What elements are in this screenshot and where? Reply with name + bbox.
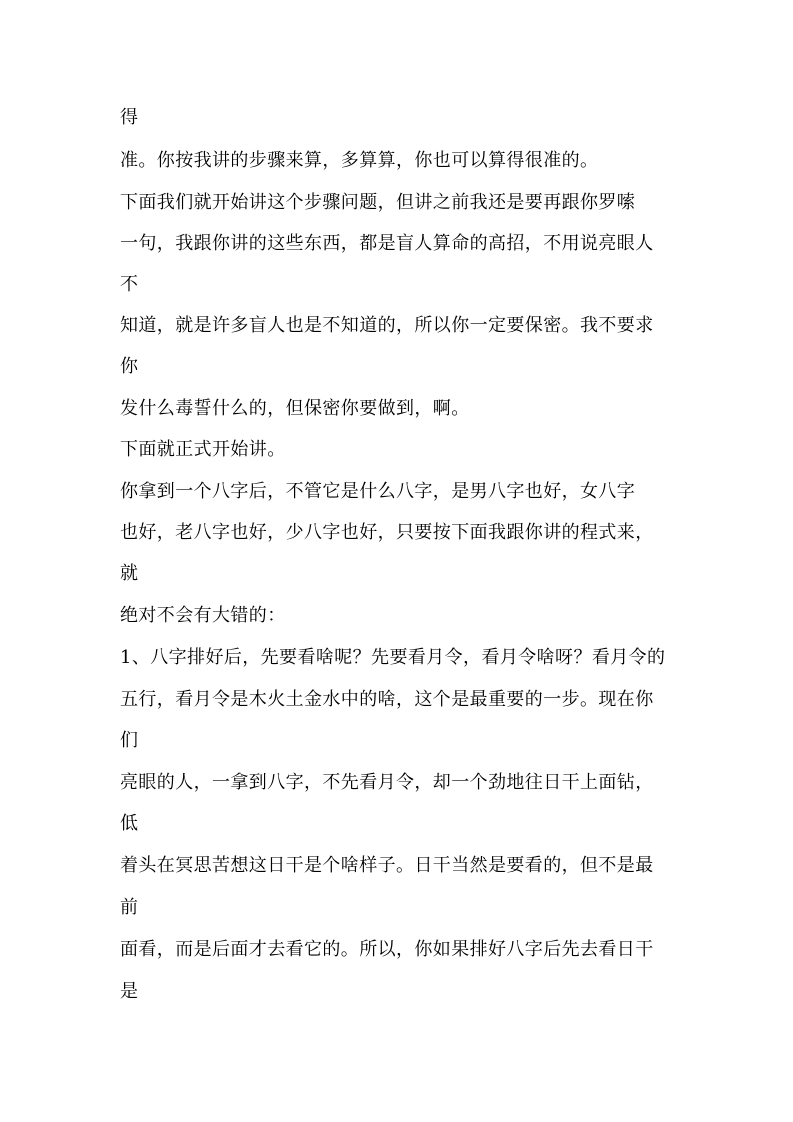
text-line: 你 xyxy=(120,356,139,377)
text-line: 们 xyxy=(120,730,139,751)
text-line: 你拿到一个八字后，不管它是什么八字，是男八字也好，女八字 xyxy=(120,481,636,502)
text-line: 绝对不会有大错的： xyxy=(120,605,286,626)
text-line: 亮眼的人，一拿到八字，不先看月令，却一个劲地往日干上面钻， xyxy=(120,772,654,793)
text-line: 也好，老八字也好，少八字也好，只要按下面我跟你讲的程式来， xyxy=(120,522,654,543)
text-line: 是 xyxy=(120,981,139,1002)
text-line: 1、八字排好后，先要看啥呢？先要看月令，看月令啥呀？看月令的 xyxy=(120,647,666,668)
text-line: 发什么毒誓什么的，但保密你要做到，啊。 xyxy=(120,398,470,419)
text-line: 不 xyxy=(120,274,139,295)
text-line: 下面就正式开始讲。 xyxy=(120,439,286,460)
text-line: 知道，就是许多盲人也是不知道的，所以你一定要保密。我不要求 xyxy=(120,315,654,336)
text-line: 一句，我跟你讲的这些东西，都是盲人算命的高招，不用说亮眼人 xyxy=(120,233,654,254)
text-line: 准。你按我讲的步骤来算，多算算，你也可以算得很准的。 xyxy=(120,150,599,171)
text-line: 面看，而是后面才去看它的。所以，你如果排好八字后先去看日干 xyxy=(120,939,654,960)
text-line: 前 xyxy=(120,897,139,918)
text-line: 五行，看月令是木火土金水中的啥，这个是最重要的一步。现在你 xyxy=(120,689,654,710)
text-line: 就 xyxy=(120,563,139,584)
text-line: 低 xyxy=(120,813,139,834)
text-line: 得 xyxy=(120,107,139,128)
text-line: 下面我们就开始讲这个步骤问题，但讲之前我还是要再跟你罗嗦 xyxy=(120,192,636,213)
text-line: 着头在冥思苦想这日干是个啥样子。日干当然是要看的，但不是最 xyxy=(120,855,654,876)
